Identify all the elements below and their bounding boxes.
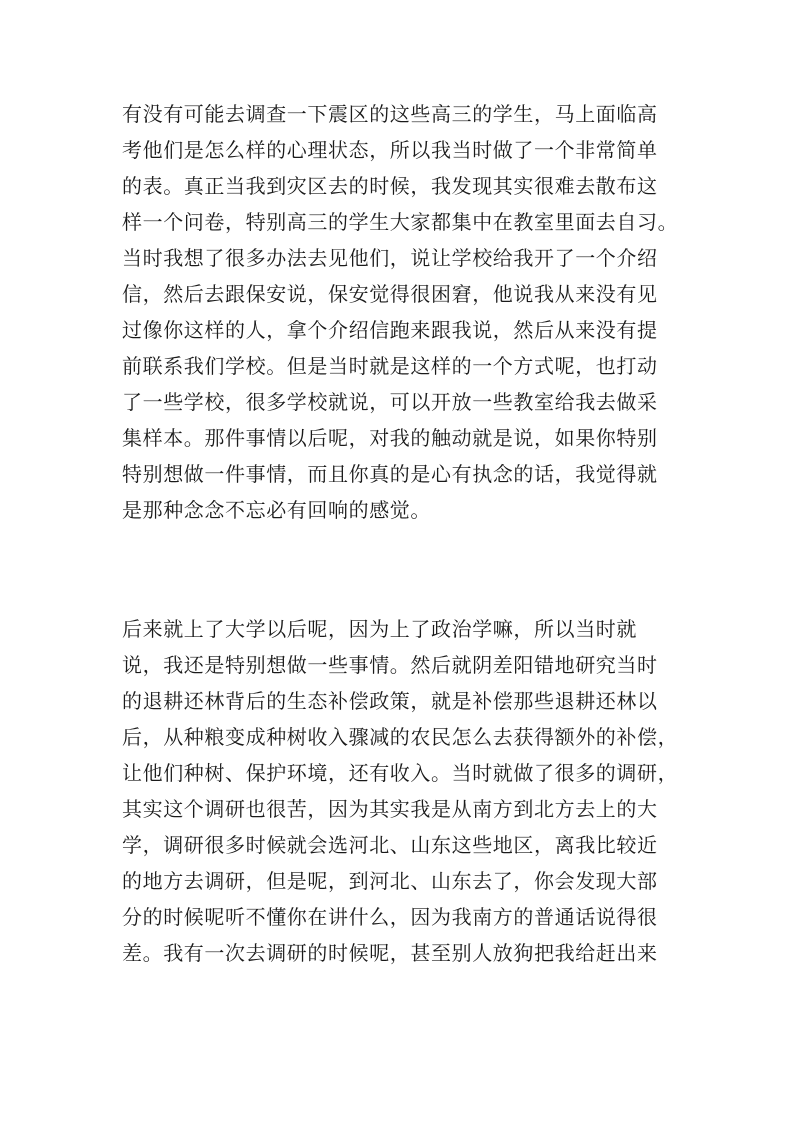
text-line: 学，调研很多时候就会选河北、山东这些地区，离我比较近	[122, 833, 658, 857]
text-line: 差。我有一次去调研的时候呢，甚至别人放狗把我给赶出来	[122, 941, 658, 965]
text-line: 信，然后去跟保安说，保安觉得很困窘，他说我从来没有见	[122, 282, 658, 306]
text-line: 是那种念念不忘必有回响的感觉。	[122, 498, 431, 522]
text-line: 了一些学校，很多学校就说，可以开放一些教室给我去做采	[122, 390, 658, 414]
text-line: 让他们种树、保护环境，还有收入。当时就做了很多的调研，	[122, 761, 679, 785]
text-line: 前联系我们学校。但是当时就是这样的一个方式呢，也打动	[122, 354, 658, 378]
text-line: 特别想做一件事情，而且你真的是心有执念的话，我觉得就	[122, 462, 658, 486]
text-line: 分的时候呢听不懂你在讲什么，因为我南方的普通话说得很	[122, 905, 658, 929]
text-line: 其实这个调研也很苦，因为其实我是从南方到北方去上的大	[122, 797, 658, 821]
text-line: 考他们是怎么样的心理状态，所以我当时做了一个非常简单	[122, 138, 658, 162]
text-line: 的表。真正当我到灾区去的时候，我发现其实很难去散布这	[122, 174, 658, 198]
text-line: 的地方去调研，但是呢，到河北、山东去了，你会发现大部	[122, 869, 658, 893]
text-line: 集样本。那件事情以后呢，对我的触动就是说，如果你特别	[122, 426, 658, 450]
text-line: 有没有可能去调查一下震区的这些高三的学生，马上面临高	[122, 102, 658, 126]
text-line: 后来就上了大学以后呢，因为上了政治学嘛，所以当时就	[122, 617, 637, 641]
text-line: 样一个问卷，特别高三的学生大家都集中在教室里面去自习。	[122, 210, 679, 234]
text-line: 的退耕还林背后的生态补偿政策，就是补偿那些退耕还林以	[122, 689, 658, 713]
text-line: 当时我想了很多办法去见他们，说让学校给我开了一个介绍	[122, 246, 658, 270]
text-line: 说，我还是特别想做一些事情。然后就阴差阳错地研究当时	[122, 653, 658, 677]
text-line: 过像你这样的人，拿个介绍信跑来跟我说，然后从来没有提	[122, 318, 658, 342]
text-line: 后，从种粮变成种树收入骤减的农民怎么去获得额外的补偿，	[122, 725, 679, 749]
